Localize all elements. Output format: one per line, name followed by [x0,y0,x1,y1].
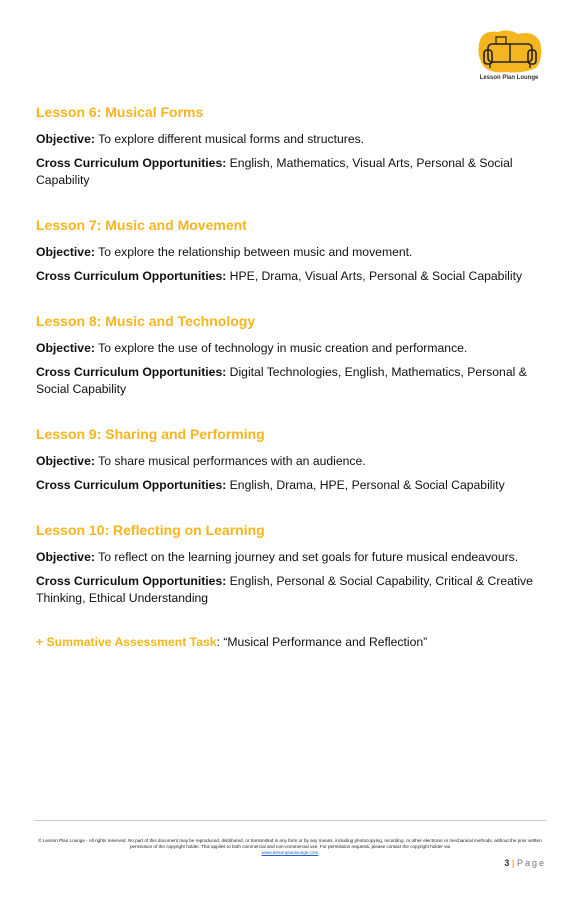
objective [36,549,550,566]
footer-copyright [36,838,544,856]
cross-curriculum [36,268,550,285]
summative-text: : “Musical Performance and Reflection” [216,635,428,649]
page-word: Page [516,858,546,868]
cross-curriculum [36,573,550,607]
lesson-title: Lesson 10: Reflecting on Learning [36,522,265,538]
page-number [480,858,546,868]
cross-curriculum-text: Digital Technologies, English, Mathematics, Personal & Social Capability [36,365,527,396]
objective [36,453,550,470]
objective-text: To explore different musical forms and structures. [94,132,365,146]
website-link[interactable]: www.lessonplanlounge.com [261,850,319,855]
cross-curriculum [36,477,550,494]
summative-label: + Summative Assessment Task [36,635,217,649]
footer-divider [34,820,546,821]
objective-label: Objective: [36,550,95,564]
lesson-title: Lesson 9: Sharing and Performing [36,426,265,442]
logo-text: Lesson Plan Lounge [479,75,539,81]
cross-curriculum-text: HPE, Drama, Visual Arts, Personal & Social Capability [226,269,523,283]
lesson-list [36,104,550,661]
cross-curriculum [36,364,550,398]
objective-text: To share musical performances with an audience. [94,454,366,468]
objective-label: Objective: [36,341,95,355]
lesson-title: Lesson 8: Music and Technology [36,313,256,329]
lesson-7 [36,217,550,285]
lesson-8 [36,313,550,398]
copyright-text: © Lesson Plan Lounge - All rights reserved. No part of this document may be reproduced, distributed, or transmitted in any form or by any means, including photocopying, recording, or other electronic or mechanical methods, without the prior written permission of the copyright holder. This applies to both commercial and non-commercial use. For permission requests, please contact the copyright holder via [38,838,542,849]
objective [36,131,550,148]
objective-label: Objective: [36,132,95,146]
cross-curriculum-text: English, Personal & Social Capability, Critical & Creative Thinking, Ethical Understanding [36,574,533,605]
page-number-value: 3 [504,858,510,868]
lesson-title: Lesson 6: Musical Forms [36,104,204,120]
summative-assessment [36,635,550,649]
cross-curriculum [36,155,550,189]
objective-text: To reflect on the learning journey and set goals for future musical endeavours. [94,550,519,564]
cross-curriculum-label: Cross Curriculum Opportunities: [36,574,227,588]
objective-label: Objective: [36,245,95,259]
cross-curriculum-label: Cross Curriculum Opportunities: [36,478,227,492]
objective-text: To explore the use of technology in music creation and performance. [94,341,468,355]
lesson-10 [36,522,550,607]
cross-curriculum-label: Cross Curriculum Opportunities: [36,269,227,283]
lesson-9 [36,426,550,494]
lesson-title: Lesson 7: Music and Movement [36,217,247,233]
objective-label: Objective: [36,454,95,468]
objective [36,244,550,261]
cross-curriculum-text: English, Drama, HPE, Personal & Social Capability [226,478,505,492]
lesson-6 [36,104,550,189]
cross-curriculum-text: English, Mathematics, Visual Arts, Personal & Social Capability [36,156,513,187]
objective [36,340,550,357]
cross-curriculum-label: Cross Curriculum Opportunities: [36,156,227,170]
cross-curriculum-label: Cross Curriculum Opportunities: [36,365,227,379]
objective-text: To explore the relationship between music and movement. [94,245,413,259]
page-separator: | [511,858,515,868]
